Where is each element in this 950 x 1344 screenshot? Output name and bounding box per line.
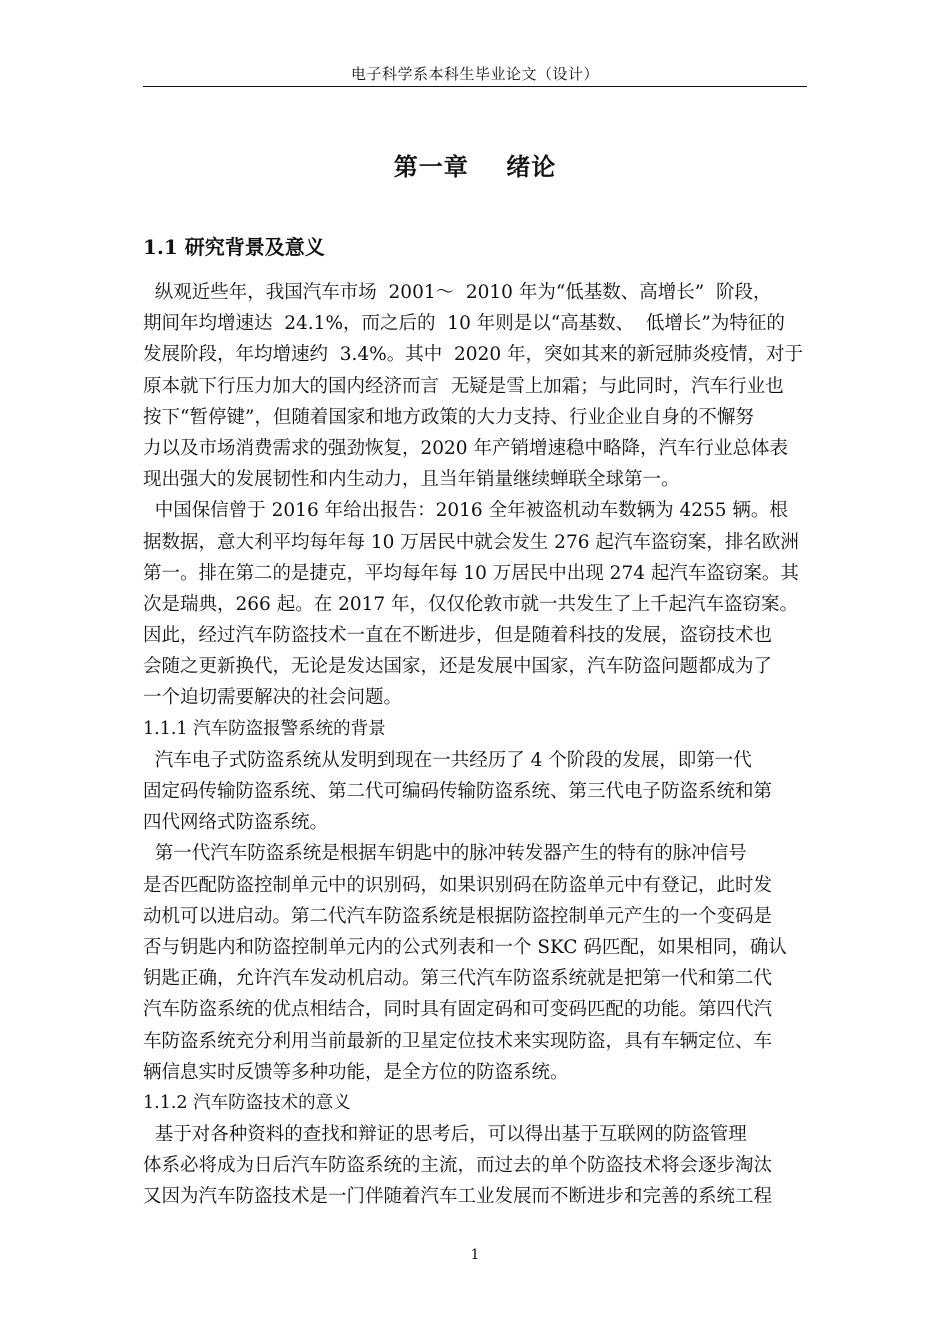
- text-line: 汽车防盗系统的优点相结合，同时具有固定码和可变码匹配的功能。第四代汽: [143, 999, 773, 1021]
- text-line: 是否匹配防盗控制单元中的识别码，如果识别码在防盗单元中有登记，此时发: [143, 874, 773, 896]
- text-line: 动机可以进启动。第二代汽车防盗系统是根据防盗控制单元产生的一个变码是: [143, 905, 773, 927]
- text-line: 现出强大的发展韧性和内生动力，且当年销量继续蝉联全球第一。: [143, 469, 680, 491]
- text-line: 第一代汽车防盗系统是根据车钥匙中的脉冲转发器产生的特有的脉冲信号: [143, 843, 747, 865]
- page-number: 1: [470, 1247, 480, 1263]
- text-line: 汽车电子式防盗系统从发明到现在一共经历了 4 个阶段的发展，即第一代: [143, 749, 752, 771]
- section-heading: 1.1 研究背景及意义: [143, 235, 325, 259]
- text-line: 会随之更新换代，无论是发达国家，还是发展中国家，汽车防盗问题都成为了: [143, 656, 773, 678]
- text-line: 原本就下行压力加大的国内经济而言 无疑是雪上加霜；与此同时，汽车行业也: [143, 375, 784, 397]
- text-line: 中国保信曾于 2016 年给出报告：2016 全年被盗机动车数辆为 4255 辆。根: [143, 500, 788, 522]
- text-line: 因此，经过汽车防盗技术一直在不断进步，但是随着科技的发展，盗窃技术也: [143, 625, 773, 647]
- running-header: 电子科学系本科生毕业论文（设计）: [350, 65, 599, 83]
- text-line: 次是瑞典，266 起。在 2017 年，仅仅伦敦市就一共发生了上千起汽车盗窃案。: [143, 593, 799, 615]
- text-line: 力以及市场消费需求的强劲恢复，2020 年产销增速稳中略降，汽车行业总体表: [143, 437, 788, 459]
- text-line: 发展阶段，年均增速约 3.4%。其中 2020 年，突如其来的新冠肺炎疫情，对于: [143, 344, 803, 366]
- chapter-title: 第一章 绪论: [393, 152, 557, 181]
- text-line: 一个迫切需要解决的社会问题。: [143, 687, 403, 709]
- subsection-heading: 1.1.2 汽车防盗技术的意义: [143, 1092, 351, 1113]
- text-line: 体系必将成为日后汽车防盗系统的主流，而过去的单个防盗技术将会逐步淘汰: [143, 1155, 773, 1177]
- text-line: 纵观近些年，我国汽车市场 2001～ 2010 年为“低基数、高增长” 阶段，: [143, 282, 772, 303]
- text-line: 据数据，意大利平均每年每 10 万居民中就会发生 276 起汽车盗窃案，排名欧洲: [143, 531, 799, 553]
- text-line: 又因为汽车防盗技术是一门伴随着汽车工业发展而不断进步和完善的系统工程: [143, 1186, 773, 1208]
- text-line: 辆信息实时反馈等多种功能，是全方位的防盗系统。: [143, 1061, 569, 1083]
- text-line: 车防盗系统充分利用当前最新的卫星定位技术来实现防盗，具有车辆定位、车: [143, 1030, 773, 1052]
- text-line: 否与钥匙内和防盗控制单元内的公式列表和一个 SKC 码匹配，如果相同，确认: [143, 936, 787, 958]
- text-line: 按下“暂停键”，但随着国家和地方政策的大力支持、行业企业自身的不懈努: [143, 406, 754, 428]
- text-line: 钥匙正确，允许汽车发动机启动。第三代汽车防盗系统就是把第一代和第二代: [143, 968, 773, 990]
- text-line: 固定码传输防盗系统、第二代可编码传输防盗系统、第三代电子防盗系统和第: [143, 781, 773, 802]
- body-text: [143, 277, 815, 1213]
- subsection-heading: 1.1.1 汽车防盗报警系统的背景: [143, 718, 386, 739]
- header-rule: [143, 86, 807, 87]
- text-line: 四代网络式防盗系统。: [143, 812, 329, 834]
- text-line: 期间年均增速达 24.1%，而之后的 10 年则是以“高基数、 低增长”为特征的: [143, 313, 785, 335]
- text-line: 基于对各种资料的查找和辩证的思考后，可以得出基于互联网的防盗管理: [143, 1124, 747, 1146]
- text-line: 第一。排在第二的是捷克，平均每年每 10 万居民中出现 274 起汽车盗窃案。其: [143, 562, 799, 584]
